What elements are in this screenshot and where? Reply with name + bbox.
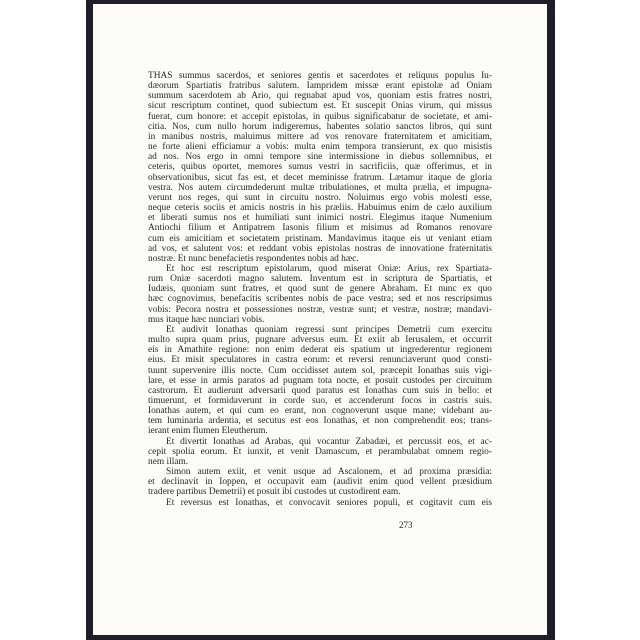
text-line: Iudæis, quoniam sunt fratres, et quod sunt de genere Abraham. Et nunc ex quo (148, 284, 492, 295)
text-line: et declinavit in Ioppen, et occupavit eam (audivit enim quod vellent præsidium (148, 477, 492, 488)
text-line: Antiochi filium et Antipatrem Iasonis filium et misimus ad Romanos renovare (148, 223, 492, 234)
text-line: multo supra quam prius, pugnare adversus eum. Et exiit ab Ierusalem, et occurrit (148, 335, 492, 346)
text-line: eis in Amathite regione: non enim dederat eis spatium ut ingrederentur regionem (148, 345, 492, 356)
text-line: cum eis amicitiam et societatem pristinam. Mandavimus itaque eis ut veniant etiam (148, 233, 492, 244)
paragraph (148, 325, 492, 437)
text-line: Et audivit Ionathas quoniam regressi sunt principes Demetrii cum exercitu (166, 324, 492, 335)
text-line: lare, et esse in armis paratos ad pugnam tota nocte, et posuit custodes per circuitum (148, 375, 492, 386)
text-line: citia. Nos, cum nullo horum indigeremus, habentes solatio sanctos libros, qui sunt (148, 121, 492, 132)
text-line: mus itaque hæc nunciari vobis. (148, 314, 265, 325)
text-line: ne forte alieni efficiamur a vobis: multa enim tempora transierunt, ex quo misistis (148, 142, 492, 153)
text-line: Et divertit Ionathas ad Arabas, qui vocantur Zabadæi, et percussit eos, et ac- (166, 436, 492, 447)
text-line: fuerat, cum honore: et accepit epistolas, in quibus significabatur de societate, et ami- (148, 111, 492, 122)
text-line: ad vos, et salutent vos: et reddant vobis epistolas nostras de innovatione fraternitatis (148, 243, 492, 254)
text-line: vestra. Nos autem circumdederunt multæ tribulationes, et multa prælia, et impugna- (148, 182, 492, 193)
text-line: tem luminaria ardentia, et secutus est eos Ionathas, et non comprehendit eos; trans- (148, 416, 492, 427)
paragraph (148, 437, 492, 467)
text-line: verunt nos reges, qui sunt in circuitu nostro. Noluimus ergo vobis molesti esse, (148, 192, 492, 203)
text-line: nostræ. Et nunc benefacietis respondentes nobis ad hæc. (148, 253, 359, 264)
paragraph (148, 71, 492, 264)
text-line: tuunt supervenire illis nocte. Cum occidisset autem sol, præcepit Ionathas suis vigi- (148, 365, 492, 376)
text-line: cepit spolia eorum. Et iunxit, et venit Damascum, et perambulabat omnem regio- (148, 446, 492, 457)
book-page (93, 4, 547, 635)
paragraph (148, 264, 492, 325)
text-line: rum Oniæ sacerdoti magno salutem. Inventum est in scriptura de Spartiatis, et (148, 274, 492, 285)
text-line: Et reversus est Ionathas, et convocavit seniores populi, et cogitavit cum eis (166, 497, 492, 508)
text-line: hæc cognovimus, benefacitis scribentes nobis de pace vestra; sed et nos rescripsimus (148, 294, 492, 305)
text-line: observationibus, sicut fas est, et decet meminisse fratrum. Lætamur itaque de gloria (148, 172, 492, 183)
text-line: vobis: Pecora nostra et possessiones nostræ, vestræ sunt; et vestræ, nostræ; mandavi- (148, 304, 492, 315)
text-line: et liberati sumus nos et humiliati sunt inimici nostri. Elegimus itaque Numenium (148, 213, 492, 224)
paragraph (148, 498, 492, 508)
text-line: tradere partibus Demetrii) et posuit ibi custodes ut custodirent eam. (148, 487, 401, 498)
text-line: neque ceteris sociis et amicis nostris in his præliis. Habuimus enim de cælo auxilium (148, 203, 492, 214)
text-line: summum sacerdotem ab Ario, qui regnabat apud vos, quoniam estis fratres nostri, (148, 91, 492, 102)
text-line: timuerunt, et formidaverunt in corde suo, et accenderunt focos in castris suis. (148, 396, 492, 406)
text-line: sicut rescriptum continet, quod subiectum est. Et suscepit Onias virum, qui missus (148, 101, 492, 112)
text-line: in manibus nostris, maluimus mittere ad vos renovare fraternitatem et amicitiam, (148, 131, 492, 142)
text-line: ceteris, quibus oportet, memores sumus vestri in sacrificiis, quæ offerimus, et in (148, 162, 492, 173)
text-line: Et hoc est rescriptum epistolarum, quod miserat Oniæ: Arius, rex Spartiata- (166, 263, 492, 274)
body-text (148, 71, 492, 508)
text-line: castrorum. Et audierunt adversarii quod paratus est Ionathas cum suis in bello: et (148, 385, 492, 396)
paragraph (148, 467, 492, 497)
text-line: ierant enim flumen Eleutherum. (148, 426, 268, 437)
text-line: dæorum Spartiatis fratribus salutem. Iampridem missæ erant epistolæ ad Oniam (148, 81, 492, 92)
text-line: Simon autem exiit, et venit usque ad Ascalonem, et ad proxima præsidia: (166, 467, 492, 478)
text-line: ad nos. Nos ergo in omni tempore sine intermissione in diebus sollemnibus, et (148, 152, 492, 163)
page-number: 273 (399, 520, 413, 530)
text-line: Ionathas autem, et qui cum eo erant, non cognoverunt usque mane; videbant au- (148, 406, 492, 417)
text-line: THAS summus sacerdos, et seniores gentis et sacerdotes et reliquus populus Iu- (148, 71, 492, 81)
text-line: eius. Et misit speculatores in castra eorum: et reversi renunciaverunt quod consti- (148, 355, 492, 366)
text-line: nem illam. (148, 456, 189, 467)
